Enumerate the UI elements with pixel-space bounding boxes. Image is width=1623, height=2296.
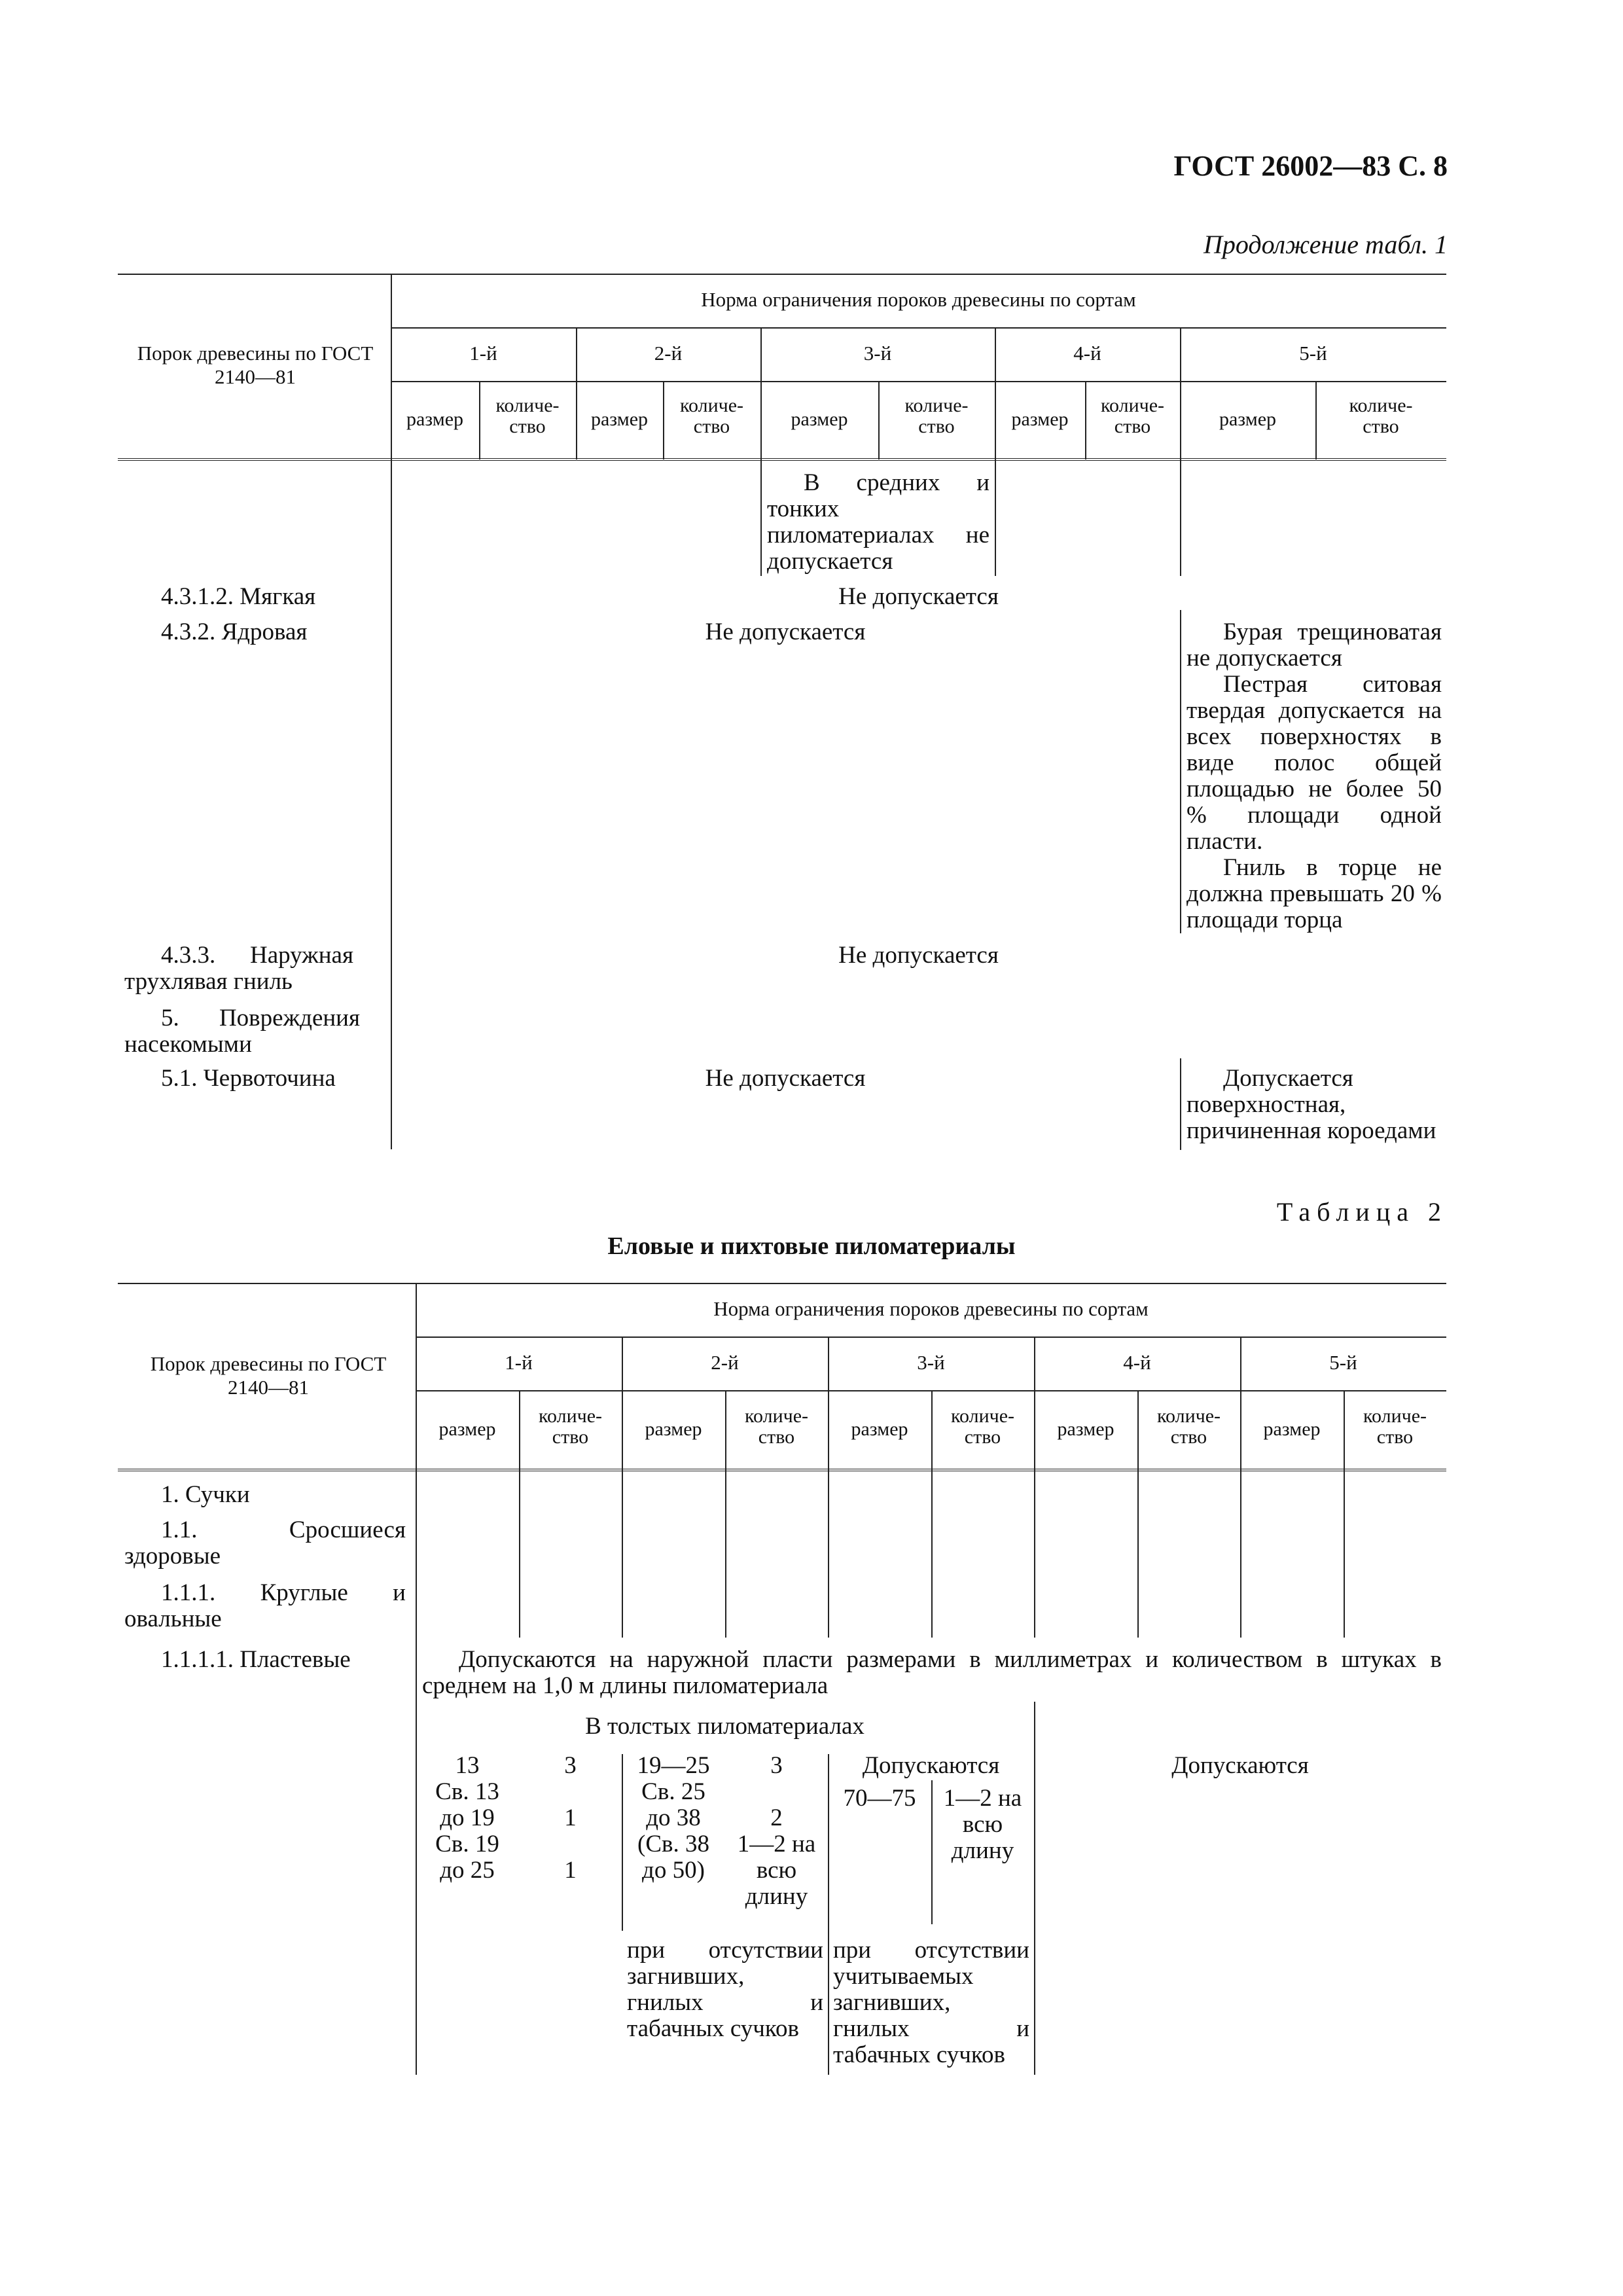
t2-body-vline-1 — [519, 1470, 520, 1638]
t2-grade-4: 4-й — [1123, 1351, 1151, 1374]
t1-size-3: размер — [791, 408, 848, 430]
t2-top-border — [118, 1283, 1446, 1284]
t1-defect-col-header: Порок древесины по ГОСТ 2140—81 — [137, 342, 374, 388]
t2-grade-2: 2-й — [711, 1351, 739, 1374]
t2-qty-3: количе- ство — [950, 1405, 1015, 1448]
t2-g2-note: при отсутствии загнивших, гнилых и табачных сучков — [627, 1937, 823, 2042]
t2-body-vline-6 — [1034, 1470, 1035, 1638]
t1-row-label-insects: 5. Повреждения насекомыми — [124, 1005, 360, 1058]
t1-grade-5: 5-й — [1299, 342, 1327, 365]
t1-size-5: размер — [1219, 408, 1277, 430]
t2-defect-col-header: Порок древесины по ГОСТ 2140—81 — [150, 1352, 387, 1399]
t1-grade5-core-b: Пестрая ситовая твердая допускается на всех поверхностях в виде полос общей площадью не более 50 % площади одной пласти. — [1186, 671, 1442, 855]
t2-size-2: размер — [645, 1418, 702, 1440]
t2-g1-qty: 3 1 1 — [564, 1752, 577, 1884]
t2-g3-qty: 1—2 на всю длину — [943, 1785, 1022, 1864]
t2-grade-5: 5-й — [1329, 1351, 1357, 1374]
t2-body-vline-0 — [416, 1470, 417, 1638]
t1-top-border — [118, 274, 1446, 275]
t2-g3-allowed: Допускаются — [862, 1752, 1000, 1779]
t1-qty-1: количе- ство — [495, 395, 560, 437]
t1-body-vline-1 — [760, 459, 762, 576]
t2-body-vline-4 — [828, 1470, 829, 1638]
page-header: ГОСТ 26002—83 С. 8 — [1173, 150, 1448, 182]
t2-body-vline-9 — [1344, 1470, 1345, 1638]
t1-row-value-wormhole: Не допускается — [705, 1065, 866, 1092]
table-2-caption: Еловые и пихтовые пиломатериалы — [607, 1232, 1016, 1260]
t1-row-label-rot: 4.3.3. Наружная трухлявая гниль — [124, 942, 353, 995]
t2-grade-3: 3-й — [917, 1351, 945, 1374]
t2-g3-note: при отсутствии учитываемых загнивших, гнилых и табачных сучков — [833, 1937, 1029, 2068]
t2-g1-size: 13 Св. 13 до 19 Св. 19 до 25 — [435, 1752, 499, 1884]
table-2-label: Таблица 2 — [1276, 1197, 1448, 1227]
t1-size-2: размер — [590, 408, 649, 430]
t1-row-value-rot: Не допускается — [838, 942, 999, 969]
t1-grade-3: 3-й — [863, 342, 892, 365]
t1-row-value-core: Не допускается — [705, 619, 866, 645]
t2-norm-divider — [416, 1336, 1446, 1338]
t2-face-knots-span: Допускаются на наружной пласти размерами в миллиметрах и количеством в штуках в среднем на 1,0 м длины пиломатериала — [422, 1646, 1442, 1699]
t2-body-vline-5 — [931, 1470, 933, 1638]
t2-grade-1: 1-й — [505, 1351, 533, 1374]
t1-row-label-wormhole: 5.1. Червоточина — [161, 1065, 336, 1092]
t2-size-1: размер — [438, 1418, 496, 1440]
t2-row-knots: 1. Сучки — [161, 1481, 250, 1508]
t1-row-label-core: 4.3.2. Ядровая — [161, 619, 308, 645]
t1-grade-divider — [391, 381, 1446, 382]
t1-grade5-core-a: Бурая трещиноватая не допускается — [1186, 619, 1442, 672]
t2-qty-4: количе- ство — [1156, 1405, 1221, 1448]
t1-qty-3: количе- ство — [904, 395, 969, 437]
t1-size-4: размер — [1011, 408, 1069, 430]
t2-qty-5: количе- ство — [1363, 1405, 1427, 1448]
t1-vline-defect — [391, 274, 392, 1149]
t1-body-vline-5 — [1180, 1058, 1181, 1150]
t1-header-bottom — [118, 458, 1446, 461]
t1-row-value-soft: Не допускается — [838, 583, 999, 610]
table-continuation-label: Продолжение табл. 1 — [1203, 230, 1448, 259]
t1-body-vline-4 — [1180, 610, 1181, 933]
t2-body-vline-2 — [622, 1470, 623, 1638]
t2-qty-2: количе- ство — [744, 1405, 809, 1448]
t1-grade3-note: В средних и тонких пиломатериалах не допускается — [767, 469, 990, 575]
t2-g45-allowed: Допускаются — [1171, 1752, 1309, 1779]
t2-body-vline-7 — [1137, 1470, 1139, 1638]
t1-qty-4: количе- ство — [1100, 395, 1165, 437]
t2-norm-header: Норма ограничения пороков древесины по сортам — [713, 1297, 1149, 1320]
t1-size-1: размер — [406, 408, 464, 430]
t1-grade-4: 4-й — [1073, 342, 1101, 365]
t2-header-bottom — [118, 1469, 1446, 1471]
t2-qty-1: количе- ство — [538, 1405, 603, 1448]
t2-row-face-knots: 1.1.1.1. Пластевые — [161, 1646, 351, 1673]
t2-thick-lumber: В толстых пиломатериалах — [585, 1713, 865, 1740]
t1-grade5-wormhole: Допускается поверхностная, причиненная короедами — [1186, 1065, 1436, 1144]
t2-size-4: размер — [1057, 1418, 1115, 1440]
t1-norm-divider — [391, 327, 1446, 329]
t2-size-3: размер — [851, 1418, 908, 1440]
t1-grade-2: 2-й — [654, 342, 683, 365]
t2-g2-qty: 3 2 1—2 на всю длину — [737, 1752, 816, 1910]
t2-size-5: размер — [1263, 1418, 1321, 1440]
t1-grade5-core-c: Гниль в торце не должна превышать 20 % площади торца — [1186, 854, 1442, 933]
t1-body-vline-3 — [1180, 459, 1181, 576]
t1-qty-5: количе- ство — [1349, 395, 1413, 437]
t1-qty-2: количе- ство — [679, 395, 744, 437]
t2-body-vline-8 — [1240, 1470, 1241, 1638]
t2-row-round-oval: 1.1.1. Круглые и овальные — [124, 1579, 406, 1632]
t1-norm-header: Норма ограничения пороков древесины по сортам — [701, 288, 1136, 311]
t1-row-label-soft: 4.3.1.2. Мягкая — [161, 583, 316, 610]
t1-body-vline-2 — [995, 459, 996, 576]
t2-row-intergrown: 1.1. Сросшиеся здоровые — [124, 1516, 406, 1570]
t2-g2-size: 19—25 Св. 25 до 38 (Св. 38 до 50) — [637, 1752, 710, 1884]
t1-grade-1: 1-й — [469, 342, 497, 365]
t2-g3-size: 70—75 — [843, 1785, 916, 1812]
t2-body-vline-3 — [725, 1470, 726, 1638]
